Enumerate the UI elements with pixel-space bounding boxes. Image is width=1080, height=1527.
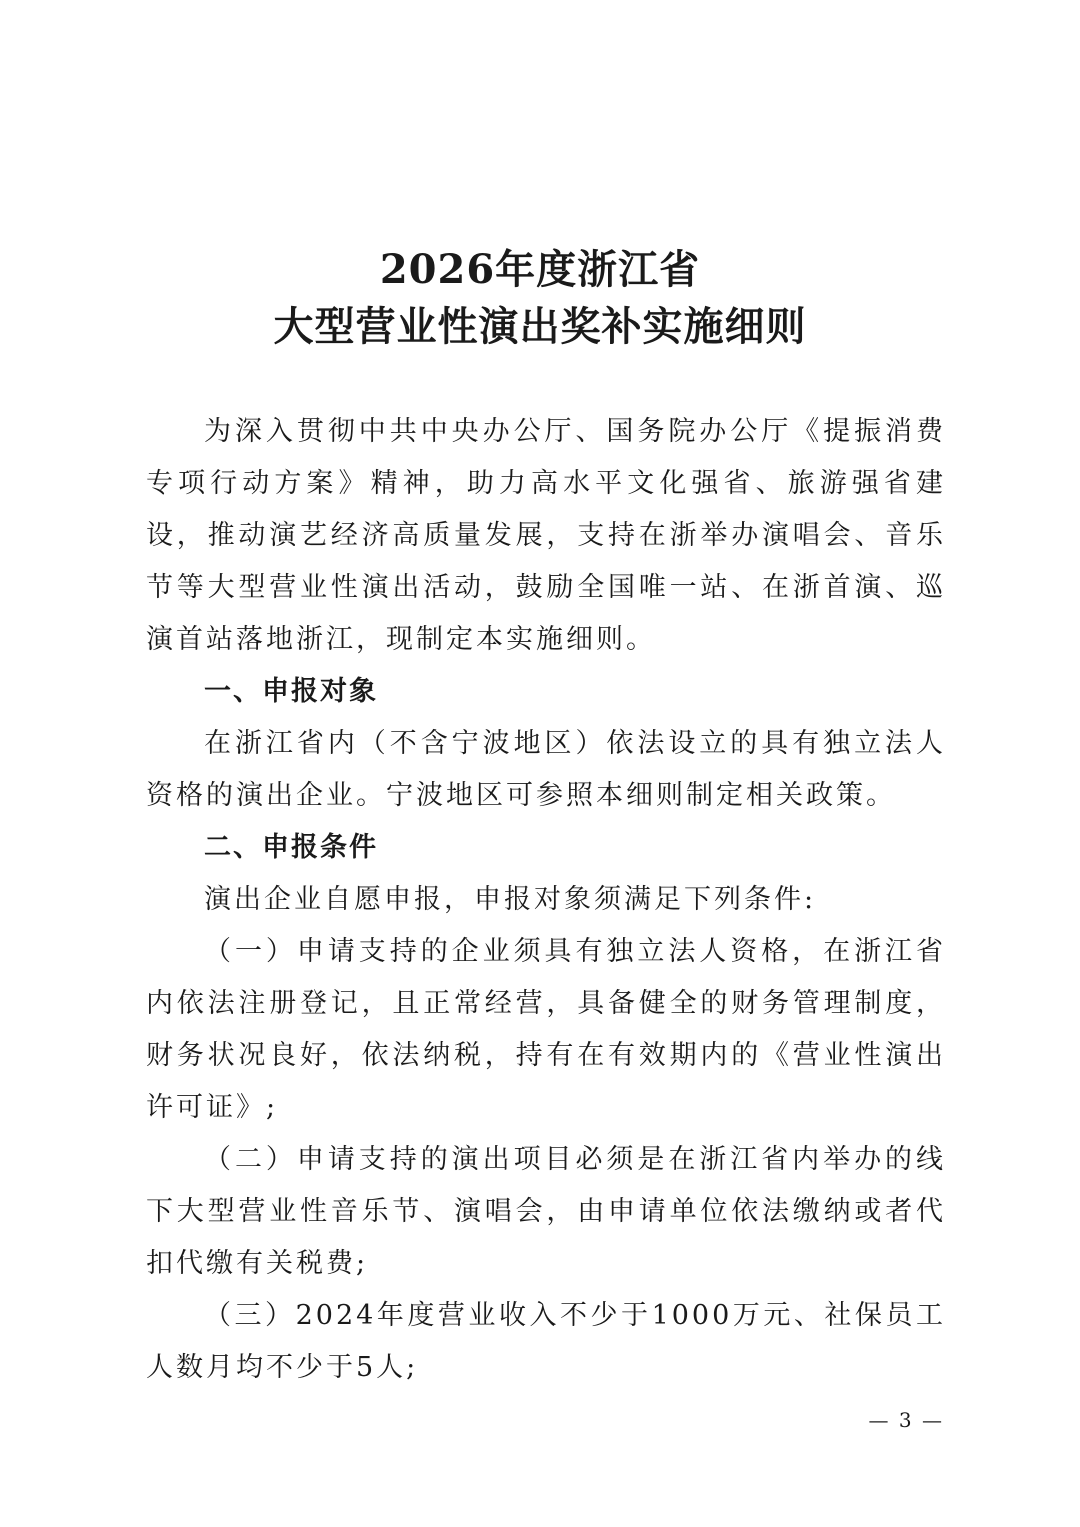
condition-item-1: （一）申请支持的企业须具有独立法人资格，在浙江省内依法注册登记，且正常经营，具备健全的财务管理制度，财务状况良好，依法纳税，持有在有效期内的《营业性演出许可证》;	[146, 936, 946, 1123]
condition-item-3: （三）2024年度营业收入不少于1000万元、社保员工人数月均不少于5人;	[146, 1300, 946, 1383]
document-title-line-2: 大型营业性演出奖补实施细则	[273, 303, 807, 350]
applicants-paragraph: 在浙江省内（不含宁波地区）依法设立的具有独立法人资格的演出企业。宁波地区可参照本细则制定相关政策。	[146, 728, 946, 811]
page-number: — 3 —	[868, 1408, 944, 1432]
document-body	[146, 406, 946, 1394]
conditions-intro-paragraph: 演出企业自愿申报，申报对象须满足下列条件:	[204, 884, 817, 915]
condition-item-2: （二）申请支持的演出项目必须是在浙江省内举办的线下大型营业性音乐节、演唱会，由申请单位依法缴纳或者代扣代缴有关税费;	[146, 1144, 946, 1279]
document-title-line-1: 2026年度浙江省	[379, 246, 701, 293]
section-heading-applicants: 一、申报对象	[204, 676, 378, 707]
section-heading-conditions: 二、申报条件	[204, 832, 378, 863]
intro-paragraph: 为深入贯彻中共中央办公厅、国务院办公厅《提振消费专项行动方案》精神，助力高水平文化强省、旅游强省建设，推动演艺经济高质量发展，支持在浙举办演唱会、音乐节等大型营业性演出活动，鼓励全国唯一站、在浙首演、巡演首站落地浙江，现制定本实施细则。	[146, 416, 946, 655]
